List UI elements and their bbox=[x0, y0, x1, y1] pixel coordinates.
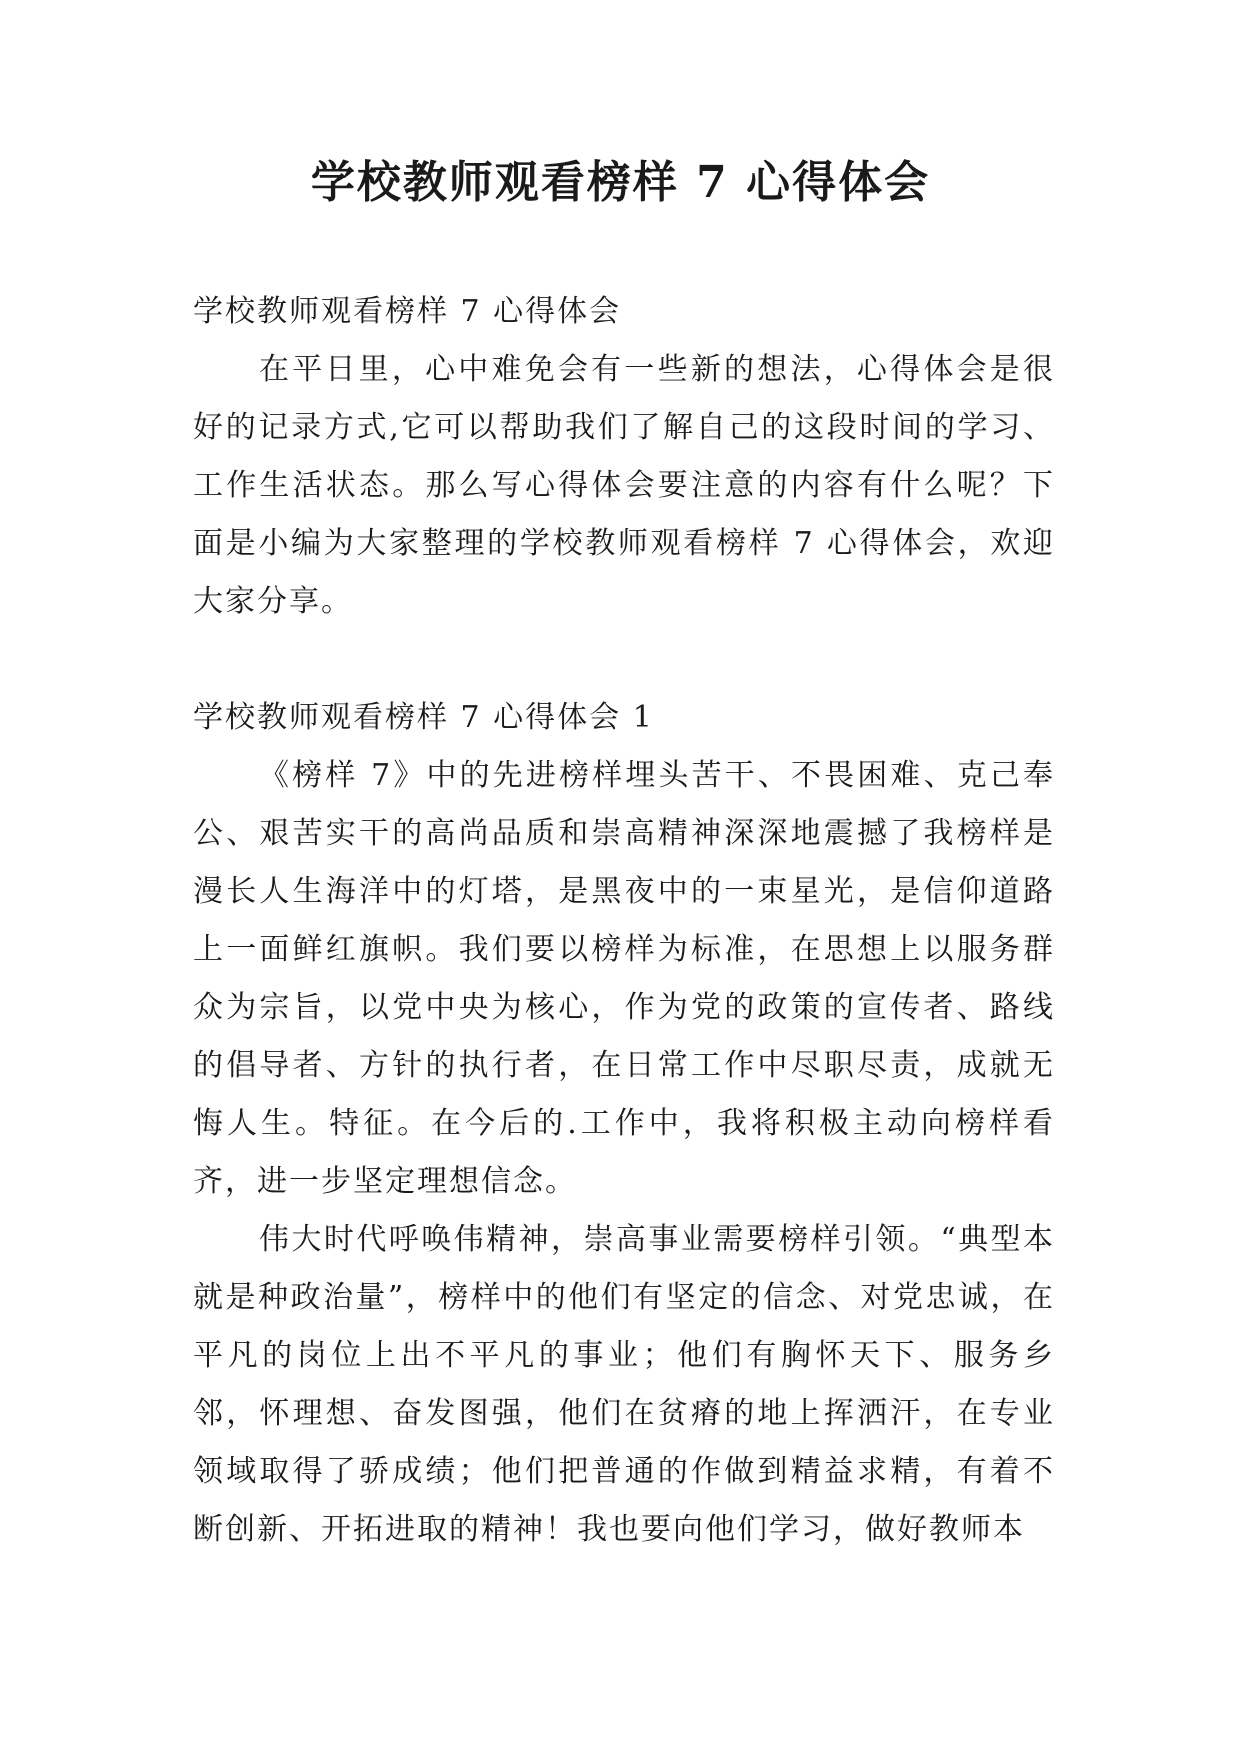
document-body bbox=[193, 283, 1055, 1559]
section-heading: 学校教师观看榜样 7 心得体会 1 bbox=[193, 700, 654, 735]
body-paragraph: 伟大时代呼唤伟精神，崇高事业需要榜样引领。“典型本就是种政治量”，榜样中的他们有坚定的信念、对党忠诚，在平凡的岗位上出不平凡的事业；他们有胸怀天下、服务乡邻，怀理想、奋发图强，他们在贫瘠的地上挥洒汗，在专业领域取得了骄成绩；他们把普通的作做到精益求精，有着不断创新、开拓进取的精神！我也要向他们学习，做好教师本 bbox=[193, 1222, 1055, 1547]
intro-paragraph: 在平日里，心中难免会有一些新的想法，心得体会是很好的记录方式,它可以帮助我们了解自己的这段时间的学习、工作生活状态。那么写心得体会要注意的内容有什么呢？下面是小编为大家整理的学校教师观看榜样 7 心得体会，欢迎大家分享。 bbox=[193, 352, 1055, 619]
body-paragraph: 《榜样 7》中的先进榜样埋头苦干、不畏困难、克己奉公、艰苦实干的高尚品质和崇高精神深深地震撼了我榜样是漫长人生海洋中的灯塔，是黑夜中的一束星光，是信仰道路上一面鲜红旗帜。我们要以榜样为标准，在思想上以服务群众为宗旨，以党中央为核心，作为党的政策的宣传者、路线的倡导者、方针的执行者，在日常工作中尽职尽责，成就无悔人生。特征。在今后的.工作中，我将积极主动向榜样看齐，进一步坚定理想信念。 bbox=[193, 758, 1055, 1199]
section-spacer bbox=[193, 631, 1055, 689]
document-subtitle: 学校教师观看榜样 7 心得体会 bbox=[193, 294, 622, 329]
document-title: 学校教师观看榜样 7 心得体会 bbox=[310, 157, 931, 208]
